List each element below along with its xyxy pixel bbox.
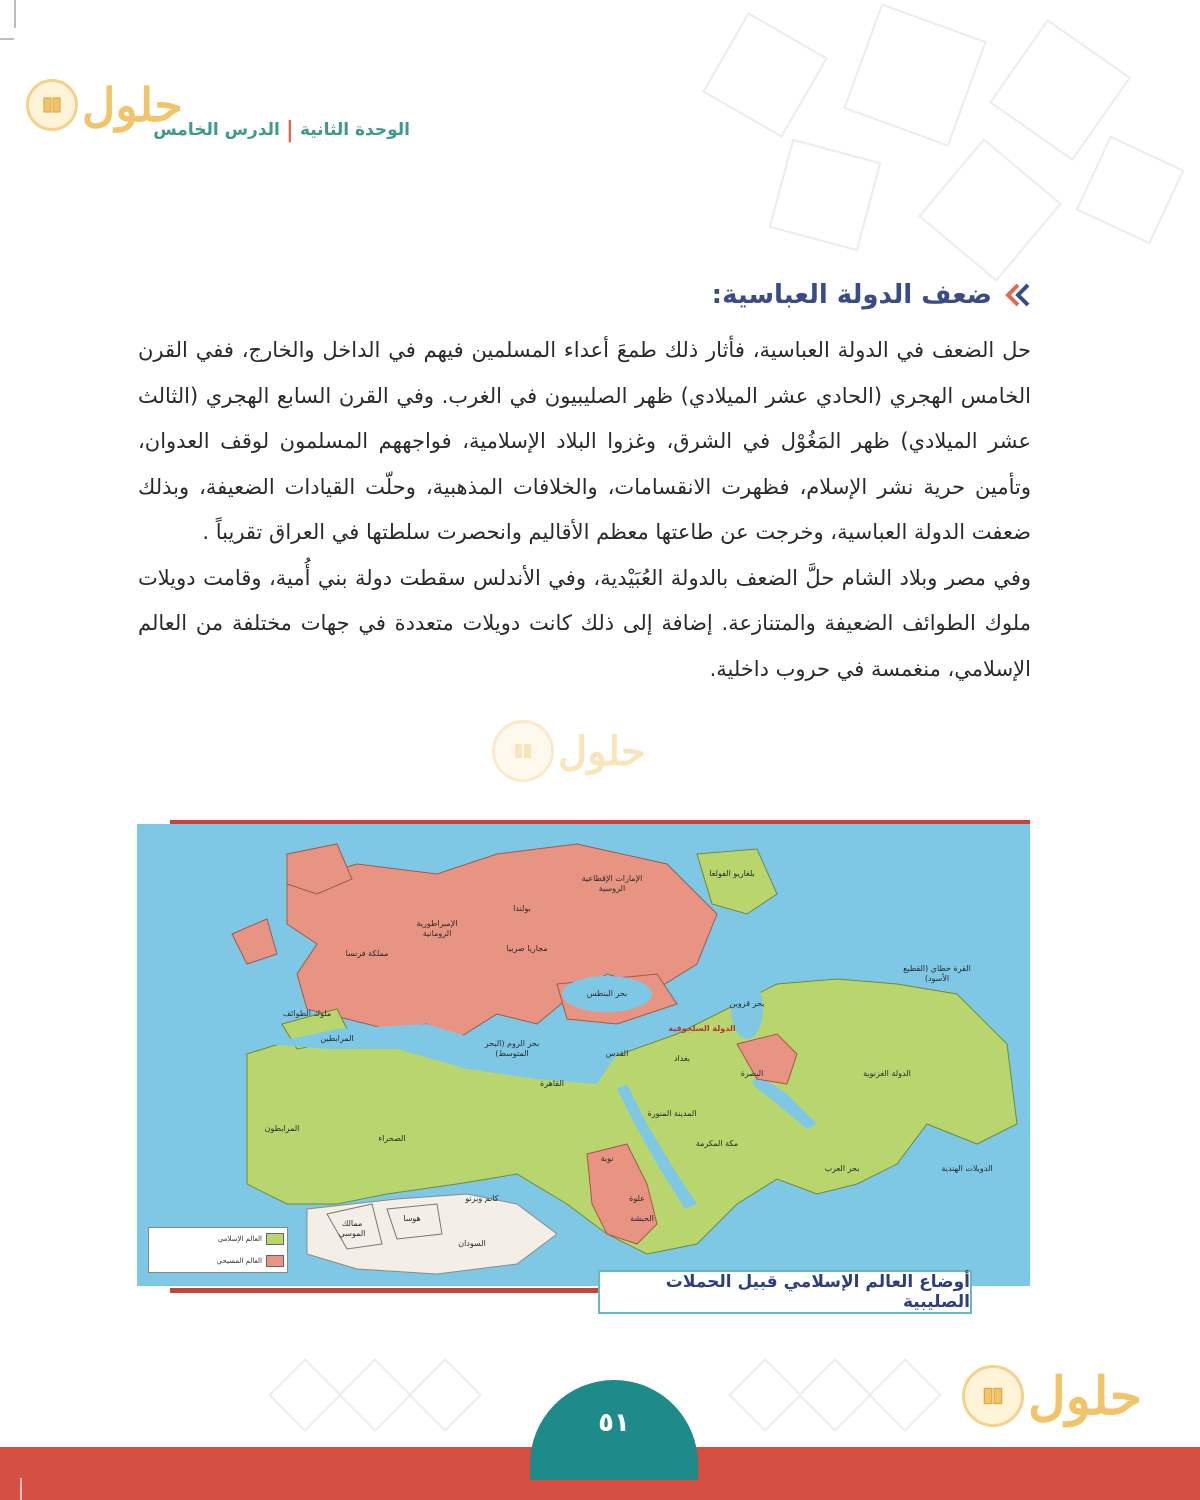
header-separator: | [285,117,294,143]
brand-logo-footer[interactable] [962,1365,1142,1427]
watermark-text: حلول [558,727,646,775]
map-label-arabian-sea: بحر العرب [824,1164,860,1173]
map-label-poland: بولندا [513,904,531,913]
map-label-mediterranean: بحر الروم (البحر المتوسط) [484,1039,540,1058]
map-legend [148,1227,288,1273]
unit-lesson-header [130,110,410,150]
map-label-hausa: هوسا [403,1214,421,1223]
lesson-label: الدرس الخامس [153,120,280,140]
map-label-maghreb: المرابطون [264,1124,300,1133]
map-label-baghdad: بغداد [673,1054,691,1063]
brand-name: حلول [82,78,183,132]
section-title: ضعف الدولة العباسية: [711,280,992,310]
map-label-sahara: الصحراء [378,1134,406,1143]
legend-swatch-crusader [266,1255,284,1267]
book-icon [962,1365,1024,1427]
map-label-aloa: علوة [629,1194,645,1203]
map-label-sudan: السودان [458,1239,486,1248]
map-label-indian: الدويلات الهندية [941,1164,993,1173]
map-label-makkah: مكة المكرمة [695,1139,739,1148]
map-label-cairo: القاهرة [540,1079,564,1088]
map-label-seljuk: الدولة السلجوقية [668,1024,736,1033]
map-label-bulgars: بلغاريو الفولغا [709,869,755,878]
book-icon [492,720,554,782]
map-label-mali: ممالك الموسي [338,1219,366,1238]
map-label-caspian: بحر قزوين [729,999,765,1008]
book-icon [26,79,78,131]
map-label-abyssinia: الحبشة [630,1214,654,1223]
unit-label: الوحدة الثانية [299,120,410,140]
lesson-body [138,328,1031,692]
map-label-khitai: القرة خطاي (القطيع الأسود) [903,964,971,983]
legend-swatch-islamic [266,1233,284,1245]
map-label-jerusalem: القدس [605,1049,629,1058]
historical-map [137,824,1030,1286]
map-label-france: مملكة فرنسا [345,949,389,958]
map-label-kanem: كانم وبرنو [465,1194,499,1203]
legend-text: العالم المسيحي [216,1257,262,1265]
section-heading [712,280,1030,310]
map-label-andalus: ملوك الطوائف [282,1009,332,1018]
double-chevron-icon [1002,281,1030,309]
map-label-sahil: المرابطين [320,1034,354,1043]
legend-item [149,1250,287,1272]
map-label-black-sea: بحر البنطس [586,989,628,998]
map-label-hre: الإمبراطورية الرومانية [416,919,458,938]
map-label-medina: المدينة المنورة [647,1109,697,1118]
map-caption: أوضاع العالم الإسلامي قبيل الحملات الصليبية [598,1270,972,1314]
crop-mark [20,1478,22,1500]
map-label-ghaznavid: الدولة الغزنوية [863,1069,911,1078]
crop-mark [14,0,16,28]
watermark-logo [492,720,646,782]
legend-item [149,1228,287,1250]
map-bottom-rule [170,1288,600,1293]
page-number: ٥١ [530,1380,698,1480]
map-label-basra: البصرة [740,1069,764,1078]
map-label-nubia: نوبة [600,1154,614,1163]
map-label-hungary: مجاريا صربيا [506,944,548,953]
legend-text: العالم الإسلامي [217,1235,262,1243]
paragraph: حل الضعف في الدولة العباسية، فأثار ذلك طمعَ أعداء المسلمين فيهم في الداخل والخارج، ففي القرن الخامس الهجري (الحادي عشر الميلادي) ظهر الصليبيون في الغرب. وفي القرن السابع الهجري (الثالث عشر الميلادي) ظهر المَغُوْل في الشرق، وغزوا البلاد الإسلامية، فواجههم المسلمون لوقف العدوان، وتأمين حرية نشر الإسلام، فظهرت الانقسامات، والخلافات المذهبية، وحلّت القيادات الضعيفة، وبذلك ضعفت الدولة العباسية، وخرجت عن طاعتها معظم الأقاليم وانحصرت سلطتها في العراق تقريباً . [138,338,1031,544]
brand-name: حلول [1028,1365,1143,1427]
crop-mark [0,38,14,40]
paragraph: وفي مصر وبلاد الشام حلَّ الضعف بالدولة العُبَيْدية، وفي الأندلس سقطت دولة بني أُمية، وقامت دويلات ملوك الطوائف الضعيفة والمتنازعة. إضافة إلى ذلك كانت دويلات متعددة في جهات مختلفة من العالم الإسلامي، منغمسة في حروب داخلية. [138,565,1031,681]
map-label-rus: الإمارات الإقطاعية الروسية [581,874,643,893]
